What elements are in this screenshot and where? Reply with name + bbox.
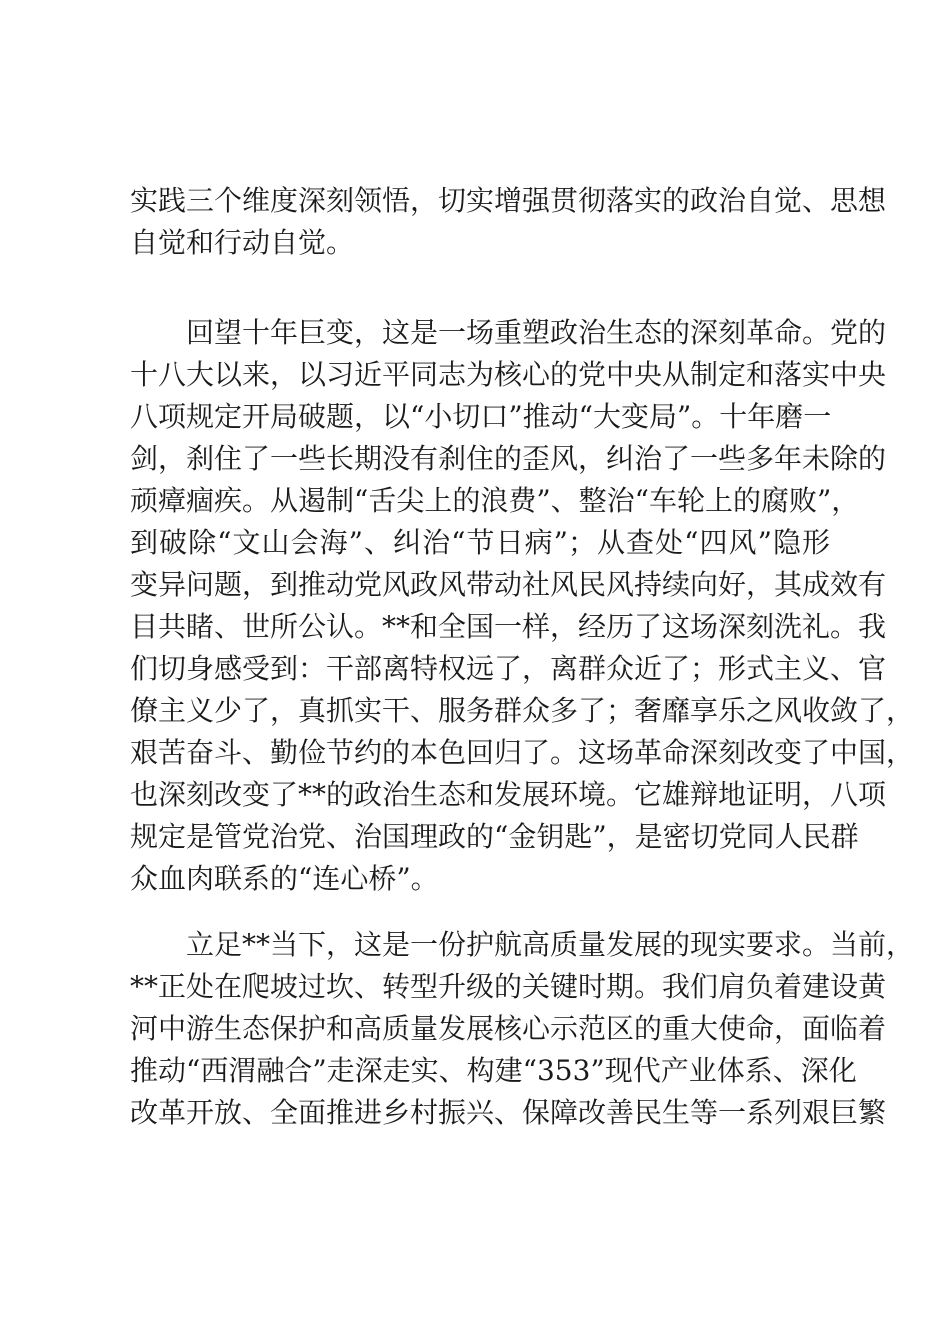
text-line: 到破除“文山会海”、纠治“节日病”；从查处“四风”隐形 <box>130 526 830 559</box>
text-line: **正处在爬坡过坎、转型升级的关键时期。我们肩负着建设黄 <box>130 970 887 1003</box>
paragraph <box>130 924 915 1134</box>
text-line: 也深刻改变了**的政治生态和发展环境。它雄辩地证明，八项 <box>130 778 887 811</box>
text-line: 实践三个维度深刻领悟，切实增强贯彻落实的政治自觉、思想 <box>130 184 887 217</box>
text-line: 剑，刹住了一些长期没有刹住的歪风，纠治了一些多年未除的 <box>130 442 887 475</box>
text-line: 顽瘴痼疾。从遏制“舌尖上的浪费”、整治“车轮上的腐败”， <box>130 484 860 517</box>
text-line: 众血肉联系的“连心桥”。 <box>130 862 439 895</box>
text-line: 河中游生态保护和高质量发展核心示范区的重大使命，面临着 <box>130 1012 887 1045</box>
text-line: 规定是管党治党、治国理政的“金钥匙”，是密切党同人民群 <box>130 820 859 853</box>
text-line: 目共睹、世所公认。**和全国一样，经历了这场深刻洗礼。我 <box>130 610 887 643</box>
paragraph <box>130 180 887 264</box>
text-line: 回望十年巨变，这是一场重塑政治生态的深刻革命。党的 <box>186 316 887 349</box>
text-line: 改革开放、全面推进乡村振兴、保障改善民生等一系列艰巨繁 <box>130 1096 887 1129</box>
paragraph <box>130 312 915 900</box>
text-line: 自觉和行动自觉。 <box>130 226 355 259</box>
text-line: 变异问题，到推动党风政风带动社风民风持续向好，其成效有 <box>130 568 887 601</box>
text-line: 艰苦奋斗、勤俭节约的本色回归了。这场革命深刻改变了中国， <box>130 736 915 769</box>
text-line: 僚主义少了，真抓实干、服务群众多了；奢靡享乐之风收敛了， <box>130 694 915 727</box>
text-line: 立足**当下，这是一份护航高质量发展的现实要求。当前， <box>186 928 915 961</box>
text-line: 们切身感受到：干部离特权远了，离群众近了；形式主义、官 <box>130 652 887 685</box>
text-line: 十八大以来，以习近平同志为核心的党中央从制定和落实中央 <box>130 358 887 391</box>
text-line: 八项规定开局破题，以“小切口”推动“大变局”。十年磨一 <box>130 400 832 433</box>
text-line: 推动“西渭融合”走深走实、构建“353”现代产业体系、深化 <box>130 1054 857 1087</box>
